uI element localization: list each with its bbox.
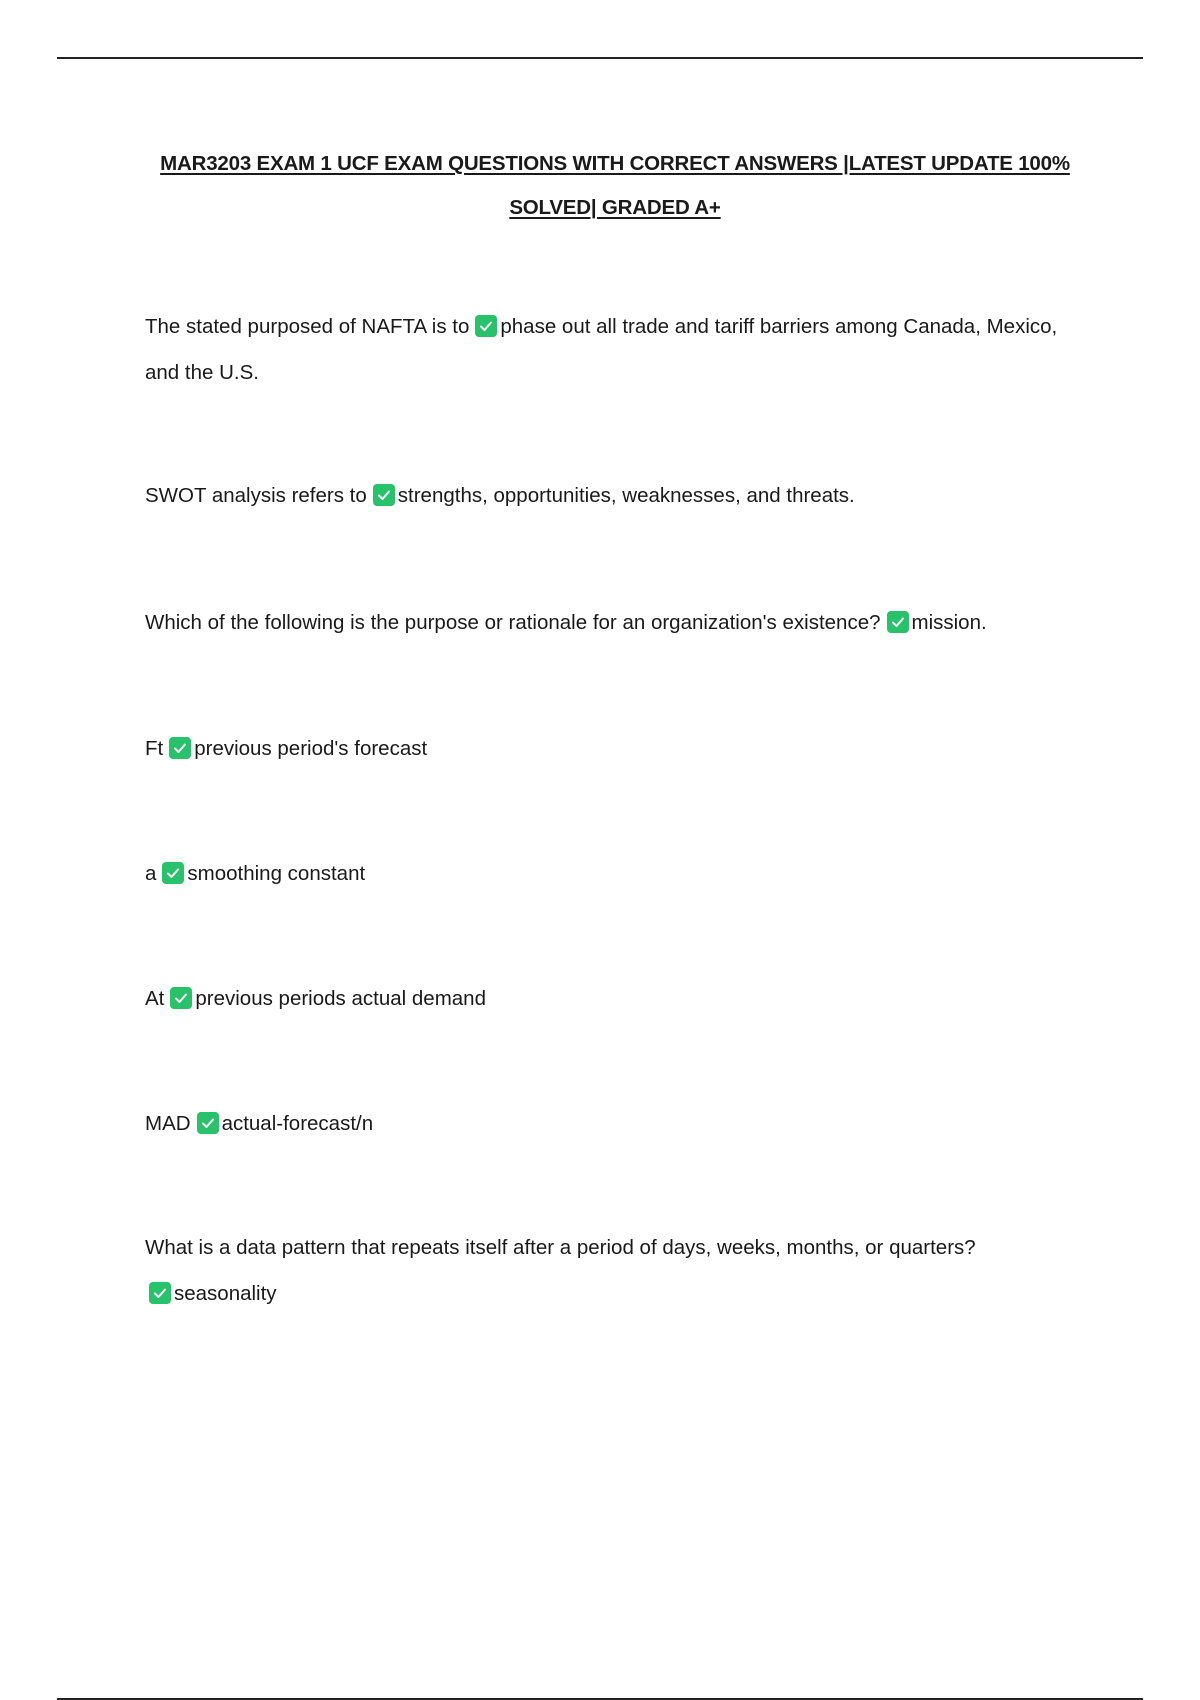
answer-text: seasonality — [174, 1282, 277, 1305]
check-mark-icon — [887, 611, 909, 633]
answer-text: previous period's forecast — [194, 737, 428, 760]
question-text: Which of the following is the purpose or rationale for an organization's existence? — [145, 611, 881, 634]
qa-item-8 — [145, 1225, 1075, 1317]
answer-text: actual-forecast/n — [221, 1112, 374, 1135]
qa-item-5 — [145, 851, 1075, 897]
check-mark-icon — [475, 315, 497, 337]
check-mark-icon — [170, 987, 192, 1009]
question-text: At — [145, 987, 165, 1010]
qa-item-4 — [145, 726, 1075, 772]
check-mark-icon — [197, 1112, 219, 1134]
question-text: SWOT analysis refers to — [145, 484, 367, 507]
qa-item-3 — [145, 600, 1075, 646]
check-mark-icon — [149, 1282, 171, 1304]
qa-item-2 — [145, 473, 1075, 519]
answer-text: mission. — [911, 611, 987, 634]
answer-text: smoothing constant — [187, 862, 366, 885]
answer-text: strengths, opportunities, weaknesses, and threats. — [397, 484, 855, 507]
check-mark-icon — [169, 737, 191, 759]
document-title: MAR3203 EXAM 1 UCF EXAM QUESTIONS WITH CORRECT ANSWERS |LATEST UPDATE 100% SOLVED| GRADED A+ — [160, 152, 1070, 219]
qa-item-6 — [145, 976, 1075, 1022]
top-rule — [57, 57, 1143, 59]
question-text: a — [145, 862, 157, 885]
question-text: Ft — [145, 737, 164, 760]
question-text: MAD — [145, 1112, 191, 1135]
check-mark-icon — [162, 862, 184, 884]
check-mark-icon — [373, 484, 395, 506]
question-text: The stated purposed of NAFTA is to — [145, 315, 470, 338]
qa-item-7 — [145, 1101, 1075, 1147]
qa-item-1 — [145, 304, 1075, 396]
question-text: What is a data pattern that repeats itself after a period of days, weeks, months, or quarters? — [145, 1236, 976, 1259]
answer-text: phase out all trade and tariff barriers among Canada, Mexico, and the U.S. — [145, 315, 1058, 384]
answer-text: previous periods actual demand — [195, 987, 486, 1010]
